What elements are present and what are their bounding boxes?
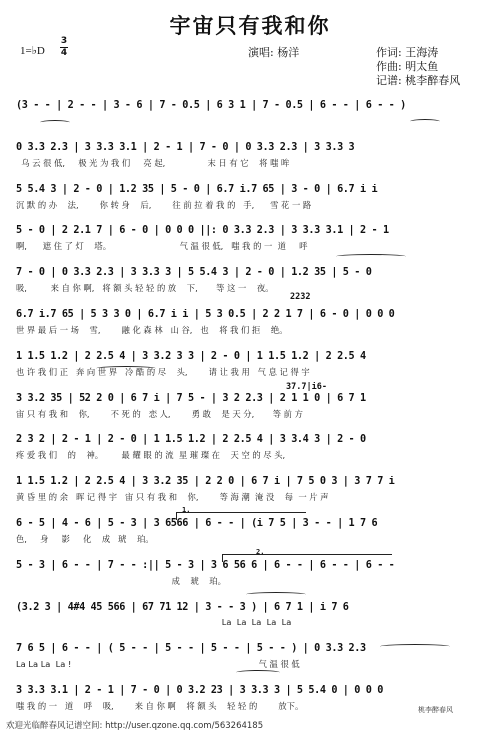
- lyric-line: 沉 默 的 办 法, 你 转 身 后, 往 前 拉 着 我 的 手, 雪 花 一 路: [16, 199, 312, 210]
- lyric-line: 世 界 最 后 一 场 雪, 融 化 森 林 山 谷, 也 将 我 们 拒 绝。: [16, 325, 288, 335]
- notation-line: 2 3 2 | 2 - 1 | 2 - 0 | 1 1.5 1.2 | 2 2.5 4 | 3 3.4 3 | 2 - 0: [16, 434, 366, 446]
- singer-credit: 演唱: 杨洋: [248, 46, 300, 59]
- slur: [40, 120, 70, 125]
- lyric-line: La La La La La: [16, 616, 292, 627]
- notation-line: (3.2 3 | 4#4 45 566 | 67 71 12 | 3 - - 3 ) | 6 7 1 | i 7 6: [16, 601, 349, 613]
- notation-line: 5 5.4 3 | 2 - 0 | 1.2 35 | 5 - 0 | 6.7 i.7 65 | 3 - 0 | 6.7 i i: [16, 183, 378, 195]
- lyric-line: 成 琥 珀。: [16, 575, 226, 586]
- volta-first-edge: [176, 512, 177, 520]
- ossia-measure-a: 37.7|i6-: [286, 382, 327, 392]
- notation-line: 7 - 0 | 0 3.3 2.3 | 3 3.3 3 | 5 5.4 3 | 2 - 0 | 1.2 35 | 5 - 0: [16, 267, 372, 279]
- lyricist-credit: 作词: 王海涛: [376, 46, 439, 59]
- notation-line: 1 1.5 1.2 | 2 2.5 4 | 3 3.2 35 | 2 2 0 | 6 7 i | 7 5 0 3 | 3 7 7 i: [16, 476, 395, 488]
- lyric-line: 宙 只 有 我 和 你, 不 死 的 恋 人, 勇 敢 是 天 分, 等 前 方: [16, 408, 303, 419]
- notation-line: 1 1.5 1.2 | 2 2.5 4 | 3 3.2 3 3 | 2 - 0 | 1 1.5 1.2 | 2 2.5 4: [16, 350, 366, 362]
- lyric-line: 疼 爱 我 们 的 神。 最 耀 眼 的 流 星 璀 璨 在 天 空 的 尽 头,: [16, 450, 286, 461]
- notation-line: 3 3.2 35 | 52 2 0 | 6 7 i | 7 5 - | 3 2 2.3 | 2 1 1 0 | 6 7 1: [16, 392, 366, 404]
- notation-line: 6 - 5 | 4 - 6 | 5 - 3 | 3 6566 | 6 - - | (i 7 5 | 3 - - | 1 7 6: [16, 518, 378, 529]
- lyric-line: 乌 云 很 低, 极 光 为 我 们 亮 起, 末 日 有 它 将 嗤 哞: [16, 157, 290, 168]
- ossia-measure-b: 2232: [290, 292, 311, 302]
- notation-line: 5 - 3 | 6 - - | 7 - - :|| 5 - 3 | 3 6 56 6 | 6 - - | 6 - - | 6 - -: [16, 559, 395, 571]
- notation-line: (3 - - | 2 - - | 3 - 6 | 7 - 0.5 | 6 3 1 | 7 - 0.5 | 6 - - | 6 - - ): [16, 100, 406, 111]
- slur: [336, 254, 406, 259]
- volta-second-edge: [222, 554, 223, 562]
- volta-second-bracket: [222, 554, 392, 555]
- song-title: 宇宙只有我和你: [169, 13, 331, 38]
- lyric-line: 色, 身 影 化 成 琥 珀。: [16, 534, 154, 544]
- notation-line: 3 3.3 3.1 | 2 - 1 | 7 - 0 | 0 3.2 23 | 3 3.3 3 | 5 5.4 0 | 0 0 0: [16, 685, 383, 697]
- composer-credit: 作曲: 明太鱼: [376, 60, 439, 73]
- slur: [410, 119, 440, 124]
- notation-line: 6.7 i.7 65 | 5 3 3 0 | 6.7 i i | 5 3 0.5 | 2 2 1 7 | 6 - 0 | 0 0 0: [16, 309, 395, 320]
- lyric-line: 吸, 来 自 你 啊, 将 额 头 轻 轻 的 放 下, 等 这 一 夜。: [16, 283, 274, 294]
- transcriber-credit: 记谱: 桃李醉春风: [376, 74, 461, 87]
- notation-line: 7 6 5 | 6 - - | ( 5 - - | 5 - - | 5 - - | 5 - - ) | 0 3.3 2.3: [16, 643, 366, 655]
- slur: [380, 644, 450, 649]
- slur: [246, 592, 306, 597]
- notation-line: 0 3.3 2.3 | 3 3.3 3.1 | 2 - 1 | 7 - 0 | 0 3.3 2.3 | 3 3.3 3: [16, 141, 355, 153]
- volta-second: 2.: [256, 548, 265, 556]
- slur: [96, 366, 156, 371]
- time-signature-top: 3: [60, 36, 68, 46]
- transcriber-signature: 桃李醉春风: [418, 706, 453, 714]
- time-signature-bottom: 4: [60, 48, 68, 58]
- volta-first: 1.: [182, 506, 191, 514]
- volta-first-bracket: [176, 512, 306, 513]
- lyric-line: 黄 昏 里 的 余 晖 记 得 宇 宙 只 有 我 和 你, 等 海 潮 淹 没 每 一 片 声: [16, 492, 329, 503]
- slur: [236, 670, 280, 675]
- time-signature: [60, 37, 68, 58]
- footer-note: 欢迎光临醉春风记谱空间: http://user.qzone.qq.com/563264185: [6, 721, 264, 731]
- lyric-line: 啊, 遮 住 了 灯 塔。 气 温 很 低, 嗤 我 的 一 道 呼: [16, 241, 308, 252]
- lyric-line: 嗤 我 的 一 道 呼 吸, 来 自 你 啊 将 额 头 轻 轻 的 放下。: [16, 701, 304, 712]
- lyric-line: La La La La ! 气 温 很 低: [16, 659, 300, 670]
- key-signature: 1=♭D: [20, 45, 45, 57]
- lyric-line: 也 许 我 们 正 奔 向 世 界 冷 酷 的 尽 头, 请 让 我 用 气 息 记 得 宇: [16, 366, 310, 377]
- notation-line: 5 - 0 | 2 2.1 7 | 6 - 0 | 0 0 0 ||: 0 3.3 2.3 | 3 3.3 3.1 | 2 - 1: [16, 225, 389, 237]
